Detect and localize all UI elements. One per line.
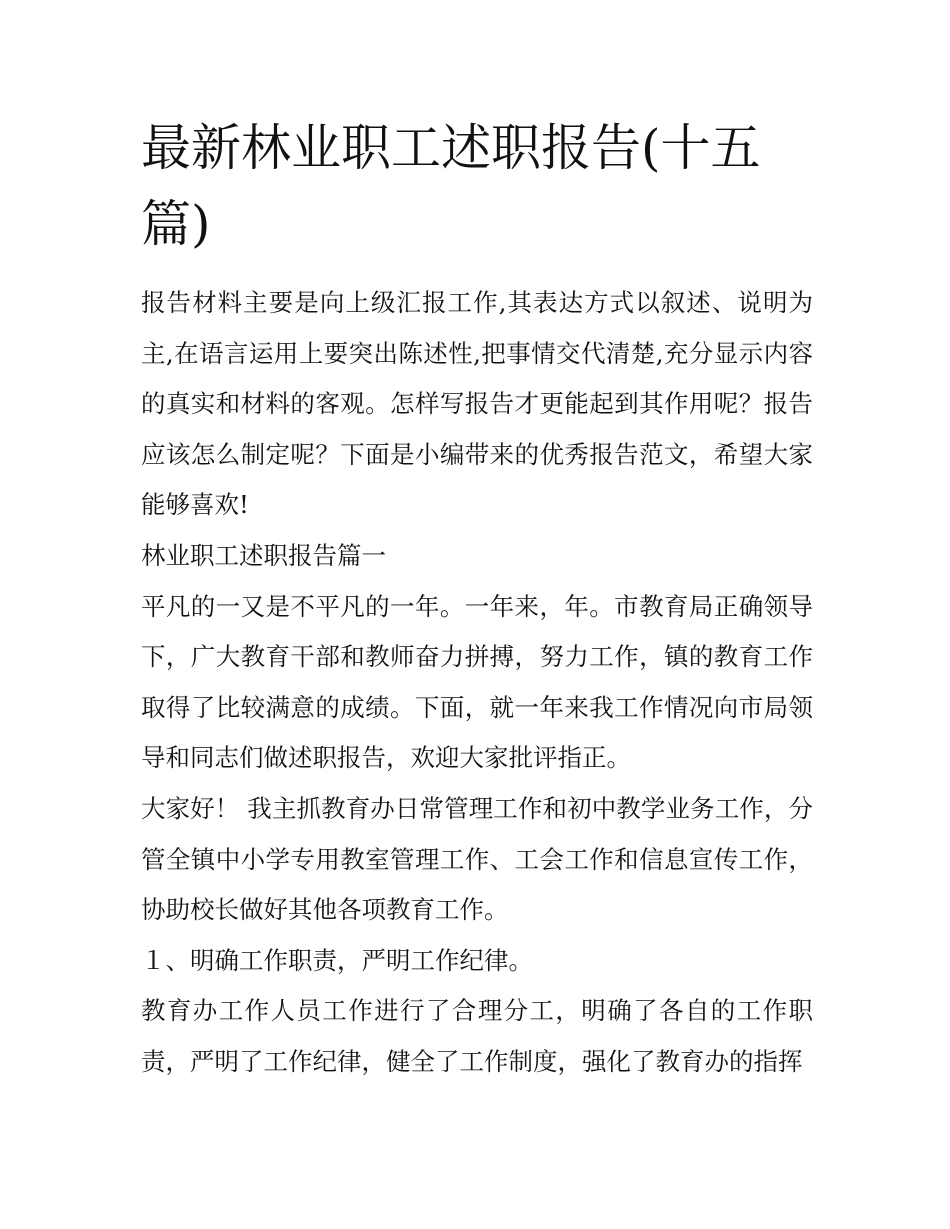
body-paragraph: 教育办工作人员工作进行了合理分工，明确了各自的工作职责，严明了工作纪律，健全了工作制度，强化了教育办的指挥 xyxy=(141,996,813,1076)
body-paragraph: 平凡的一又是不平凡的一年。一年来，年。市教育局正确领导下，广大教育干部和教师奋力拼搏，努力工作，镇的教育工作取得了比较满意的成绩。下面，就一年来我工作情况向市局领导和同志们做述职报告，欢迎大家批评指正。 xyxy=(141,591,813,773)
section-heading: 林业职工述职报告篇一 xyxy=(141,540,386,570)
intro-paragraph: 报告材料主要是向上级汇报工作,其表达方式以叙述、说明为主,在语言运用上要突出陈述性,把事情交代清楚,充分显示内容的真实和材料的客观。怎样写报告才更能起到其作用呢？报告应该怎么制定呢？下面是小编带来的优秀报告范文，希望大家能够喜欢! xyxy=(141,288,813,520)
document-title: 最新林业职工述职报告(十五篇) xyxy=(141,119,761,253)
numbered-item: １、明确工作职责，严明工作纪律。 xyxy=(141,945,533,975)
document-body xyxy=(141,278,813,1088)
body-paragraph: 大家好！ 我主抓教育办日常管理工作和初中教学业务工作，分管全镇中小学专用教室管理工作、工会工作和信息宣传工作，协助校长做好其他各项教育工作。 xyxy=(141,793,813,925)
